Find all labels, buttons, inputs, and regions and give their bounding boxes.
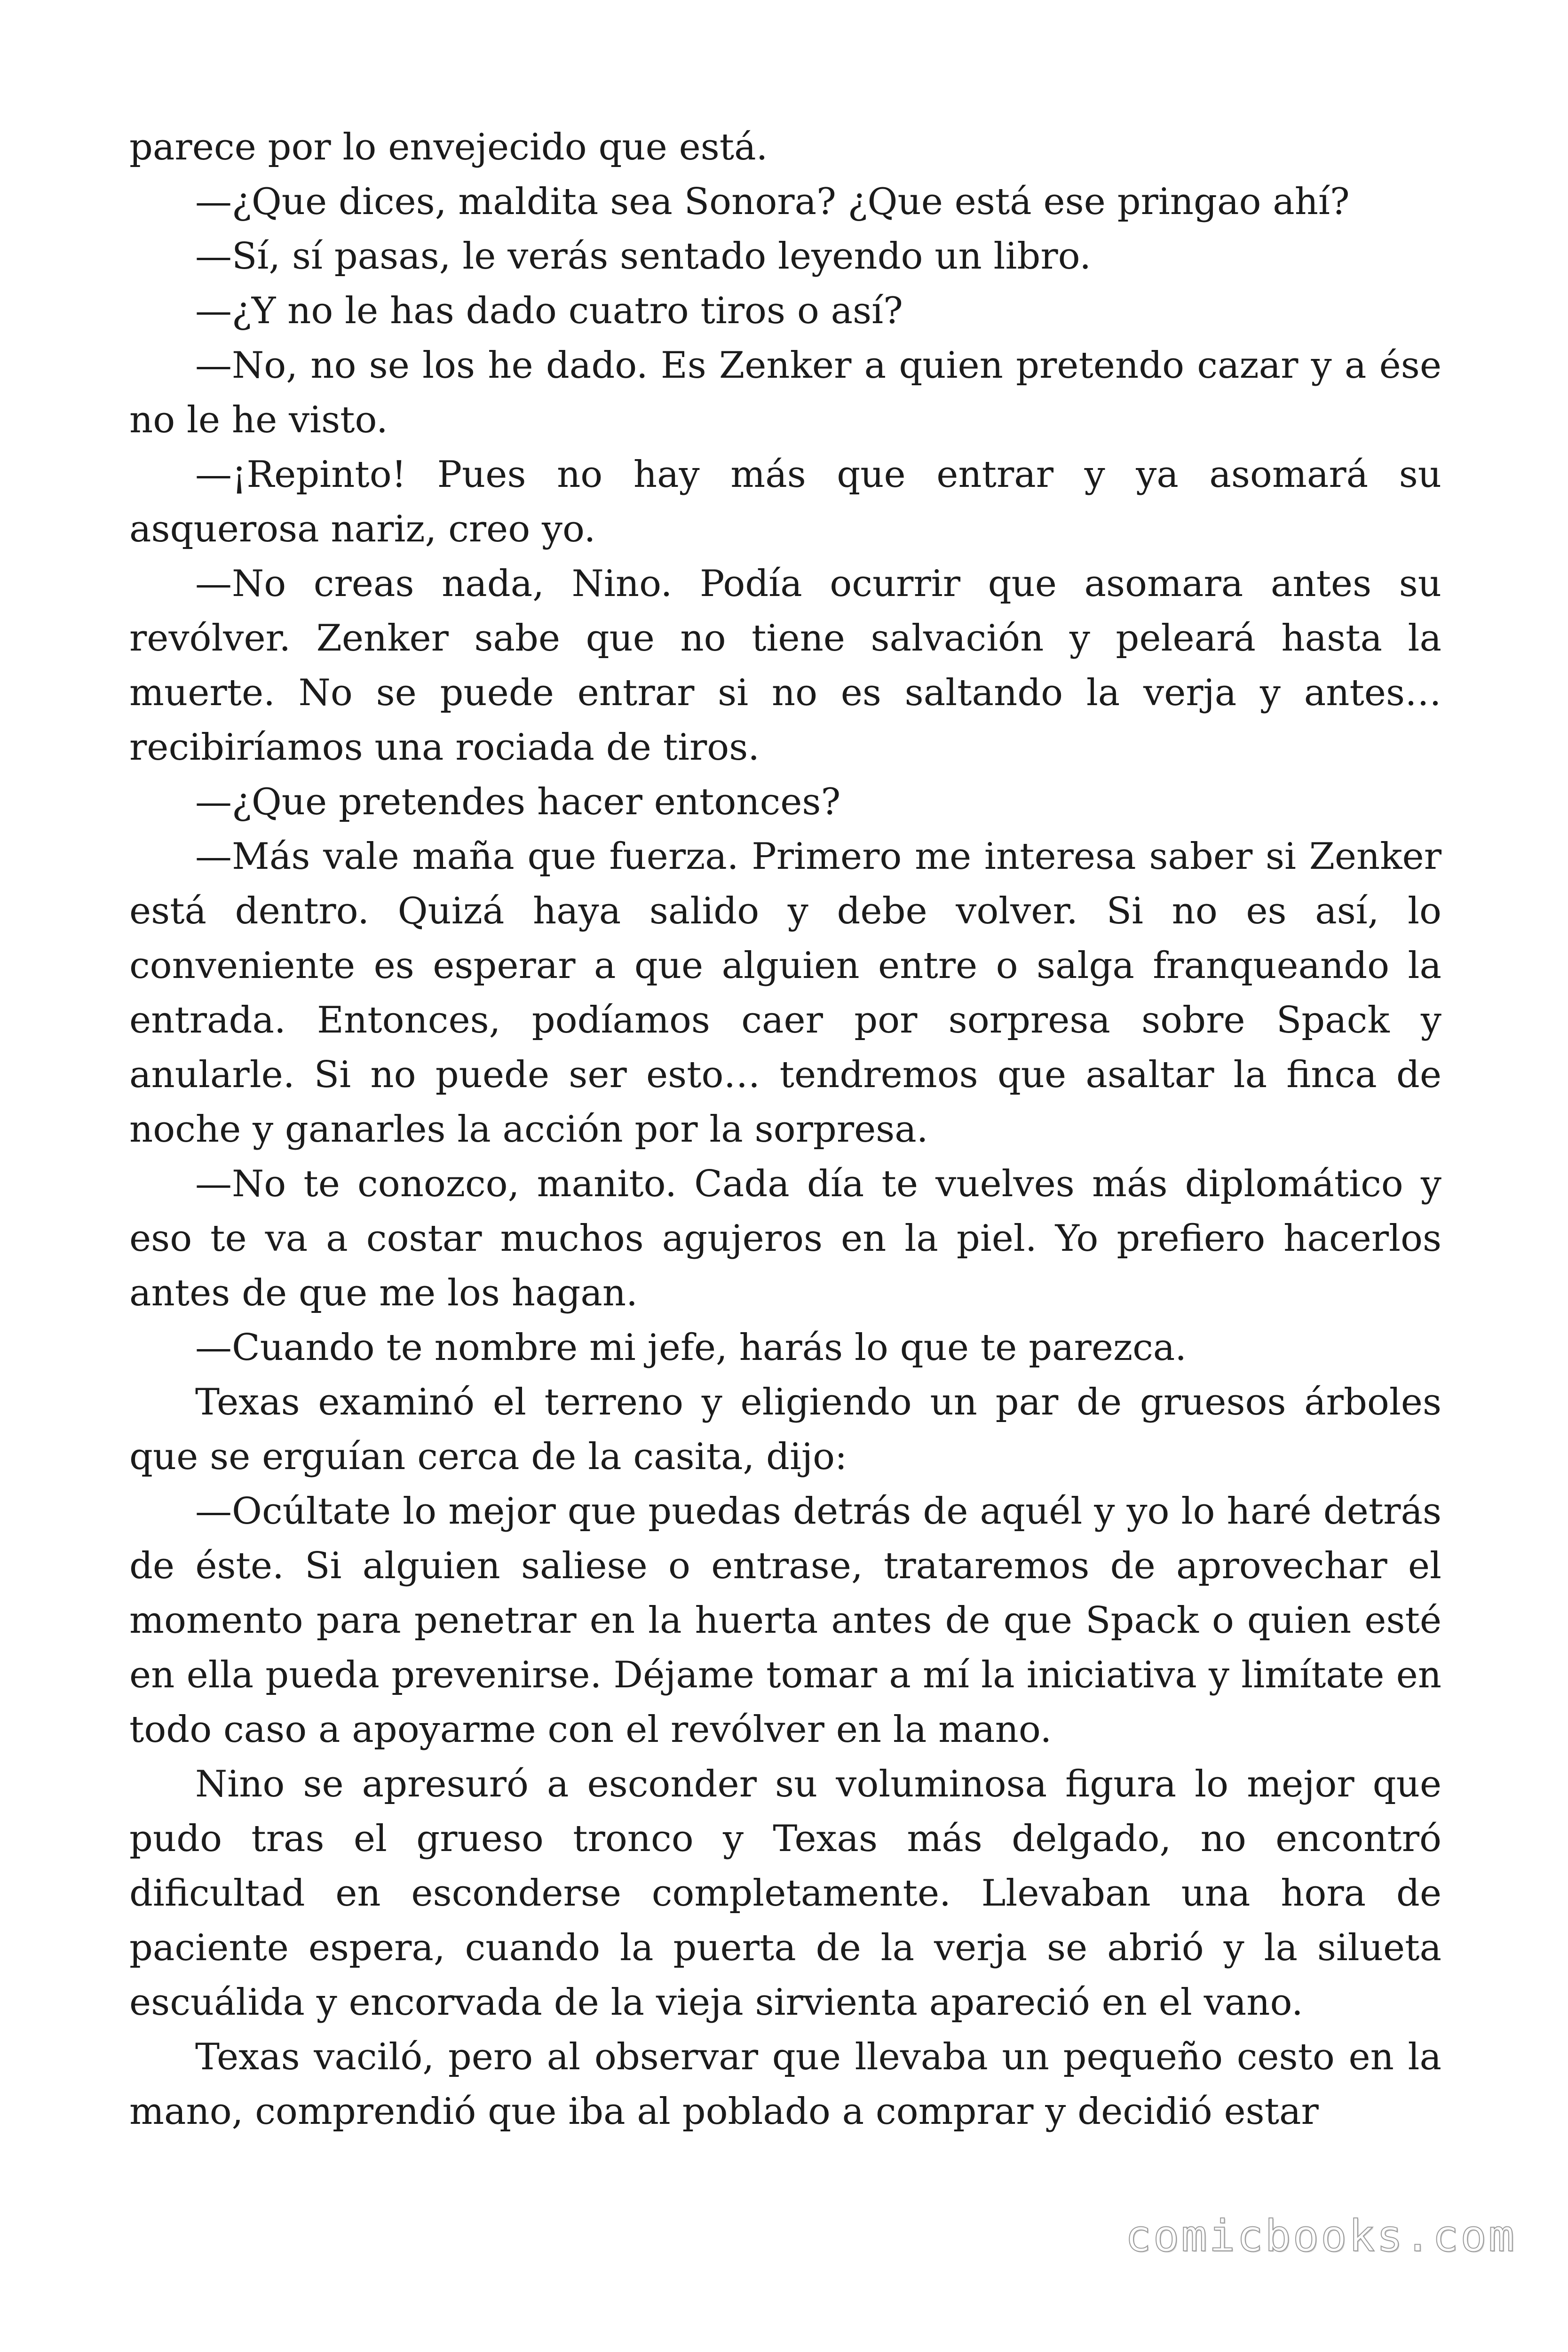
paragraph: —¡Repinto! Pues no hay más que entrar y ya asomará su asquerosa nariz, creo yo.: [129, 453, 1441, 550]
paragraph: Texas examinó el terreno y eligiendo un par de gruesos árboles que se erguían cerca de la casita, dijo:: [129, 1381, 1441, 1478]
page-body-text: [129, 120, 1441, 2139]
paragraph: —¿Que dices, maldita sea Sonora? ¿Que está ese pringao ahí?: [195, 181, 1350, 223]
paragraph-continuation: parece por lo envejecido que está.: [129, 126, 768, 168]
paragraph: —No creas nada, Nino. Podía ocurrir que asomara antes su revólver. Zenker sabe que no tiene salvación y peleará hasta la muerte. No se puede entrar si no es saltando la verja y antes… recibiríamos una rociada de tiros.: [129, 563, 1441, 769]
watermark: comicbooks.com: [1125, 2211, 1516, 2261]
paragraph: —Ocúltate lo mejor que puedas detrás de aquél y yo lo haré detrás de éste. Si alguien saliese o entrase, trataremos de aprovechar el momento para penetrar en la huerta antes de que Spack o quien esté en ella pueda prevenirse. Déjame tomar a mí la iniciativa y limítate en todo caso a apoyarme con el revólver en la mano.: [129, 1490, 1441, 1751]
paragraph: —Cuando te nombre mi jefe, harás lo que te parezca.: [195, 1327, 1187, 1369]
paragraph: —Sí, sí pasas, le verás sentado leyendo un libro.: [195, 235, 1092, 278]
paragraph: —¿Que pretendes hacer entonces?: [195, 781, 841, 823]
paragraph: Nino se apresuró a esconder su voluminosa figura lo mejor que pudo tras el grueso tronco y Texas más delgado, no encontró dificultad en esconderse completamente. Llevaban una hora de paciente espera, cuando la puerta de la verja se abrió y la silueta escuálida y encorvada de la vieja sirvienta apareció en el vano.: [129, 1763, 1441, 2024]
paragraph: —¿Y no le has dado cuatro tiros o así?: [195, 290, 903, 332]
paragraph: —No, no se los he dado. Es Zenker a quien pretendo cazar y a ése no le he visto.: [129, 344, 1441, 441]
paragraph: —No te conozco, manito. Cada día te vuelves más diplomático y eso te va a costar muchos agujeros en la piel. Yo prefiero hacerlos antes de que me los hagan.: [129, 1163, 1441, 1314]
paragraph: Texas vaciló, pero al observar que llevaba un pequeño cesto en la mano, comprendió que iba al poblado a comprar y decidió estar: [129, 2036, 1441, 2133]
paragraph: —Más vale maña que fuerza. Primero me interesa saber si Zenker está dentro. Quizá haya salido y debe volver. Si no es así, lo conveniente es esperar a que alguien entre o salga franqueando la entrada. Entonces, podíamos caer por sorpresa sobre Spack y anularle. Si no puede ser esto… tendremos que asaltar la finca de noche y ganarles la acción por la sorpresa.: [129, 835, 1441, 1151]
